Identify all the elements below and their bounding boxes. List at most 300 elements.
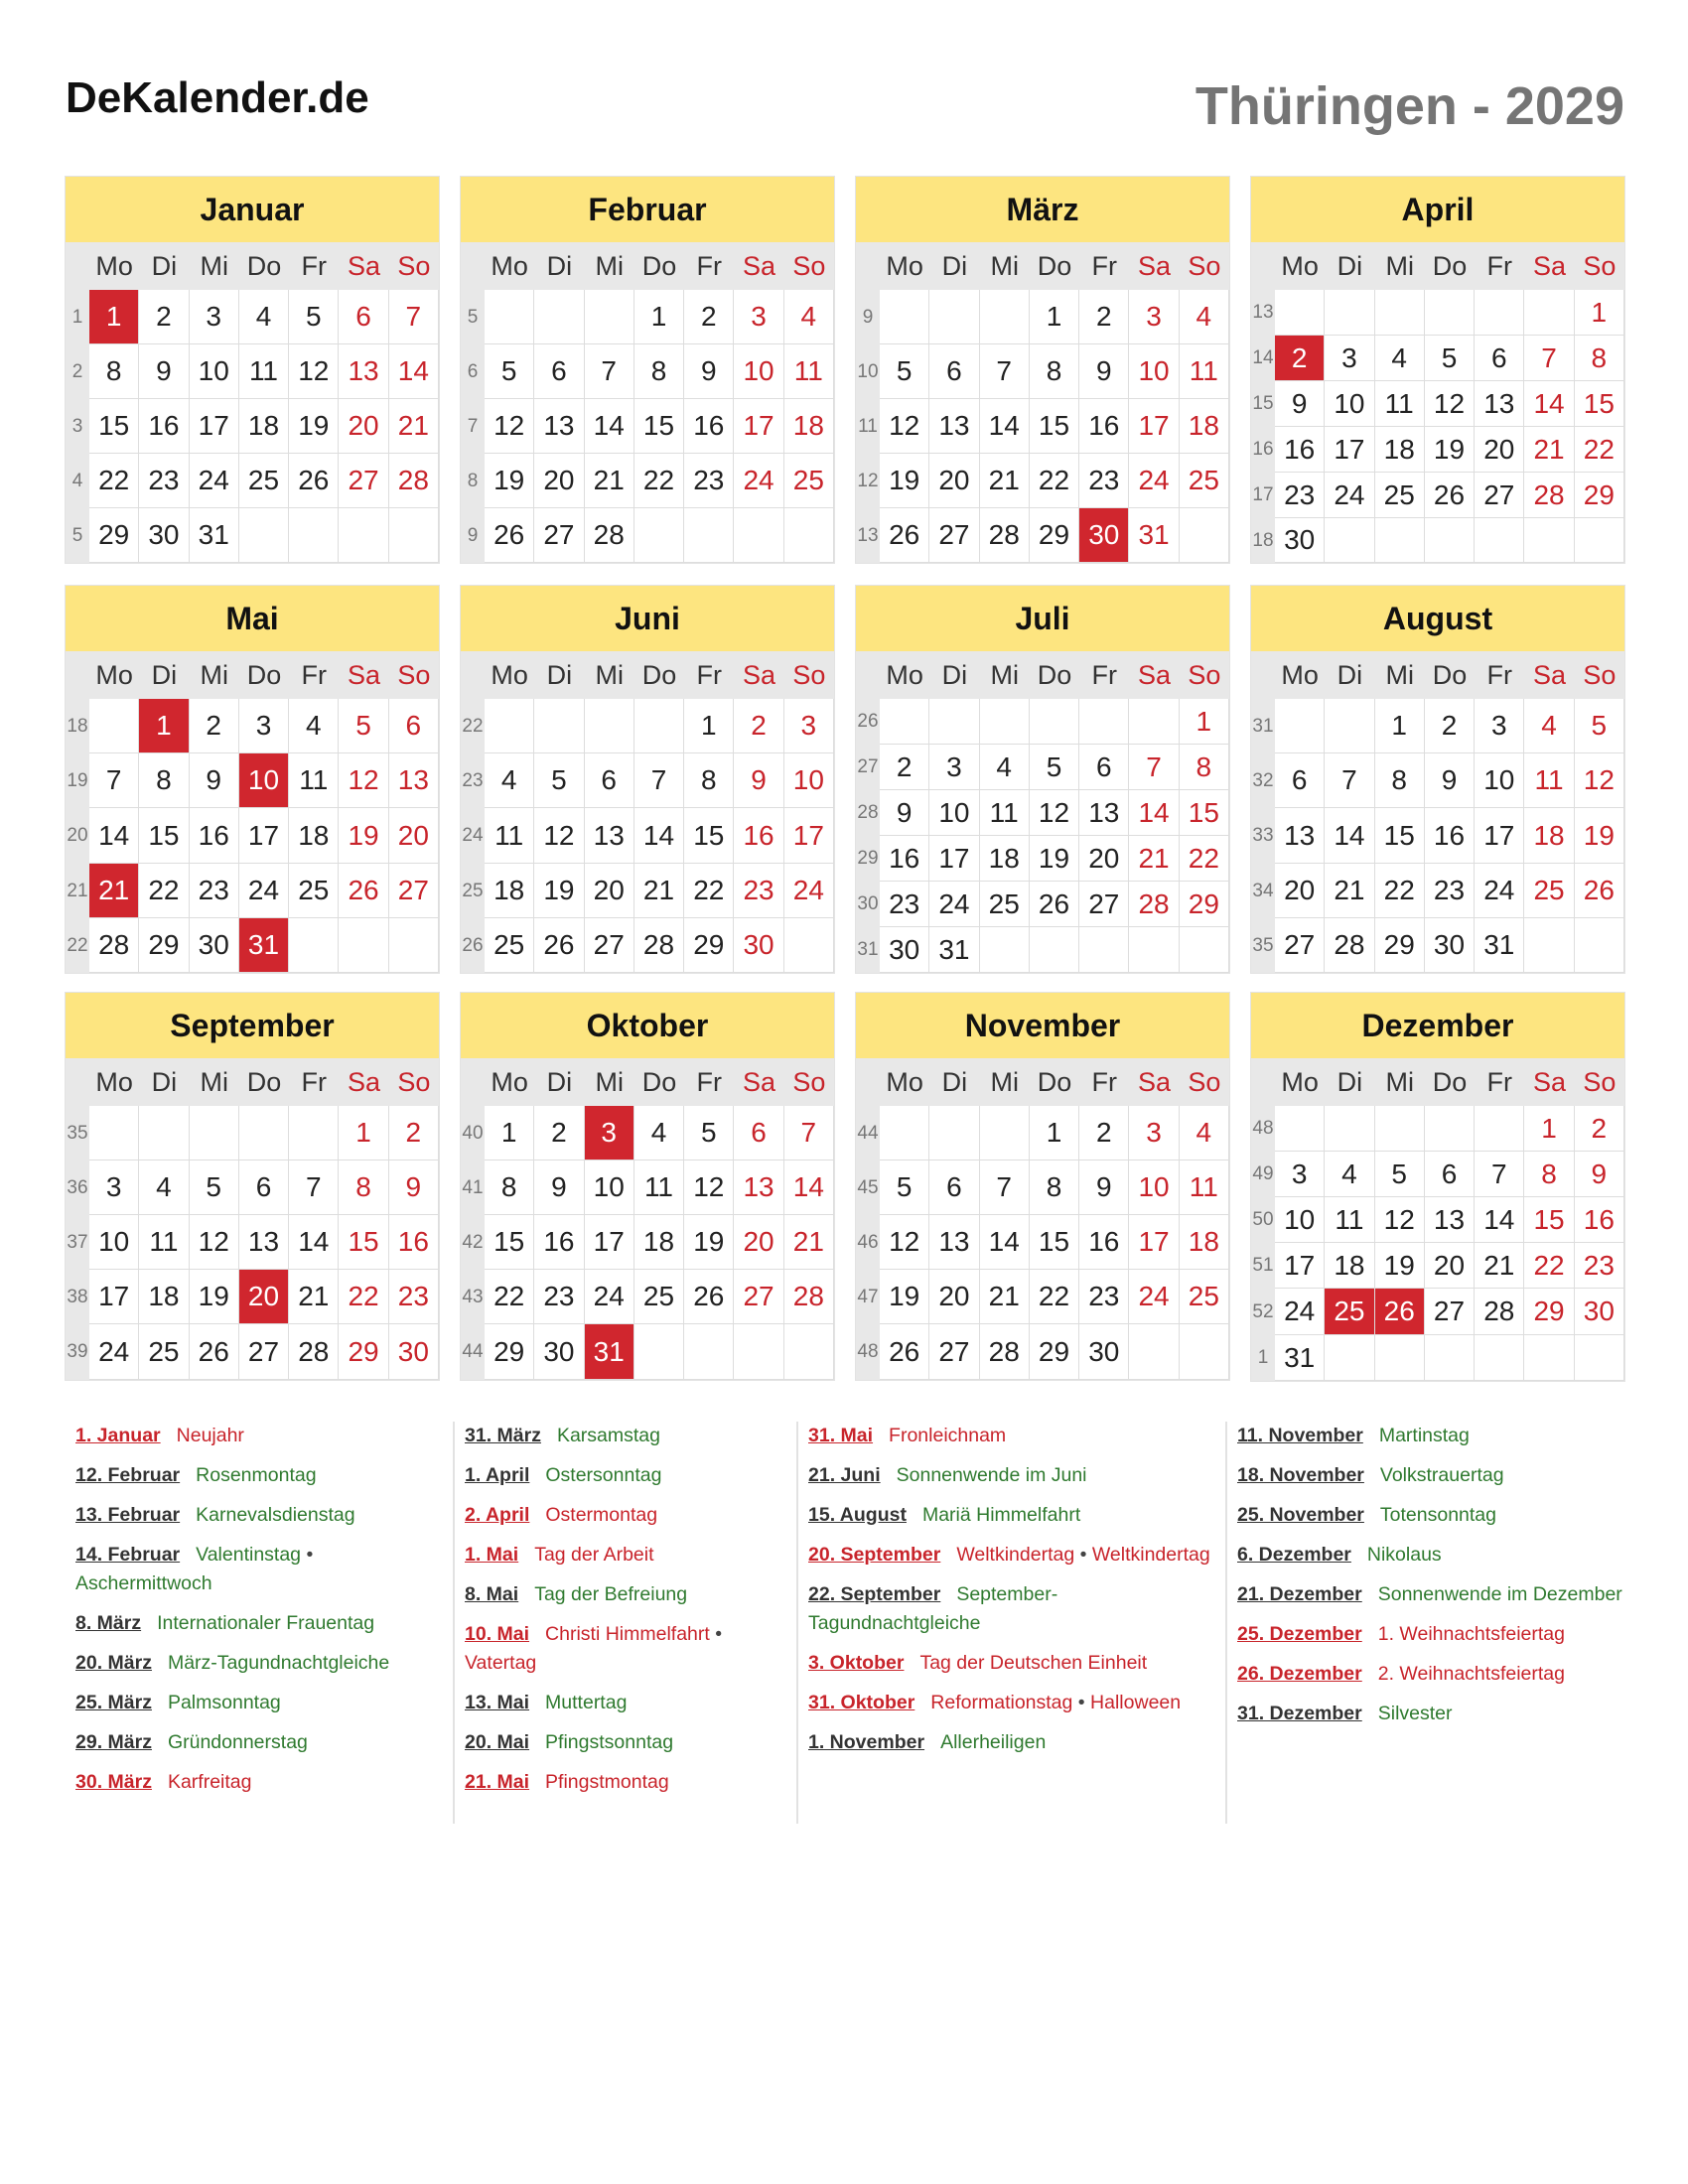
legend-item — [1237, 1461, 1624, 1490]
legend-item — [1237, 1660, 1624, 1689]
week-row — [66, 864, 439, 918]
weekday-label: Do — [1037, 660, 1072, 690]
empty-day-cell — [1375, 1335, 1425, 1381]
legend-item — [465, 1461, 786, 1490]
day-cell: 21 — [1129, 836, 1179, 882]
legend-date: 12. Februar — [75, 1464, 181, 1486]
legend-name: Rosenmontag — [196, 1464, 317, 1486]
week-row — [66, 290, 439, 344]
empty-day-cell — [684, 508, 734, 563]
week-row — [66, 918, 439, 973]
day-cell: 18 — [1180, 399, 1229, 454]
empty-day-cell — [1524, 918, 1574, 973]
day-cell: 15 — [1030, 399, 1079, 454]
week-row — [461, 344, 834, 399]
day-cell: 2 — [1425, 699, 1475, 753]
empty-day-cell — [389, 508, 439, 563]
day-cell: 27 — [339, 454, 388, 508]
legend-name: Ostermontag — [545, 1504, 658, 1526]
day-cell: 6 — [534, 344, 584, 399]
day-cell: 6 — [929, 344, 979, 399]
day-cell: 28 — [1129, 882, 1179, 927]
day-cell: 13 — [389, 753, 439, 808]
day-cell: 25 — [239, 454, 289, 508]
day-cell: 4 — [1180, 1106, 1229, 1160]
legend-date: 31. Oktober — [808, 1692, 915, 1713]
day-cell: 20 — [734, 1215, 783, 1270]
month-juli — [856, 586, 1229, 973]
weekday-label: Di — [151, 1067, 178, 1097]
day-cell: 22 — [339, 1270, 388, 1324]
day-cell: 24 — [1475, 864, 1524, 918]
legend-item — [1237, 1620, 1624, 1649]
day-cell: 1 — [634, 290, 684, 344]
day-cell: 12 — [289, 344, 339, 399]
day-cell: 11 — [1524, 753, 1574, 808]
week-number: 18 — [66, 699, 89, 753]
day-cell: 18 — [784, 399, 834, 454]
day-cell: 10 — [1129, 1160, 1179, 1215]
week-row — [66, 753, 439, 808]
day-cell: 9 — [1079, 1160, 1129, 1215]
day-cell: 20 — [1475, 427, 1524, 473]
day-cell: 28 — [784, 1270, 834, 1324]
day-cell: 29 — [1030, 508, 1079, 563]
month-name: September — [66, 993, 439, 1058]
day-cell: 21 — [585, 454, 634, 508]
day-cell: 5 — [1425, 336, 1475, 381]
week-number: 52 — [1251, 1289, 1275, 1335]
day-cell: 6 — [389, 699, 439, 753]
week-number: 1 — [66, 290, 89, 344]
day-cell: 26 — [684, 1270, 734, 1324]
week-row — [461, 808, 834, 864]
day-cell: 2 — [684, 290, 734, 344]
empty-day-cell — [389, 918, 439, 973]
week-number: 6 — [461, 344, 485, 399]
weekday-header — [856, 651, 1229, 699]
day-cell: 13 — [929, 1215, 979, 1270]
day-cell: 27 — [389, 864, 439, 918]
week-row — [66, 1160, 439, 1215]
weekday-label: Sa — [348, 660, 381, 690]
empty-day-cell — [485, 290, 534, 344]
day-cell: 30 — [389, 1324, 439, 1380]
empty-day-cell — [784, 508, 834, 563]
week-number: 47 — [856, 1270, 880, 1324]
month-name: Mai — [66, 586, 439, 651]
day-cell: 16 — [389, 1215, 439, 1270]
day-cell: 27 — [1079, 882, 1129, 927]
day-cell: 16 — [1275, 427, 1325, 473]
day-cell: 3 — [734, 290, 783, 344]
legend-item — [1237, 1580, 1624, 1609]
empty-day-cell — [1425, 290, 1475, 336]
weekday-label: So — [792, 1067, 826, 1097]
legend-item — [808, 1501, 1215, 1530]
day-cell: 22 — [1030, 1270, 1079, 1324]
legend-name: Sonnenwende im Juni — [896, 1464, 1087, 1486]
day-cell: 4 — [289, 699, 339, 753]
empty-day-cell — [1030, 699, 1079, 745]
day-cell: 4 — [634, 1106, 684, 1160]
day-cell: 1 — [1575, 290, 1624, 336]
day-cell: 2 — [139, 290, 189, 344]
day-cell: 9 — [734, 753, 783, 808]
day-cell: 12 — [684, 1160, 734, 1215]
legend-item — [75, 1768, 443, 1797]
legend-item — [465, 1501, 786, 1530]
empty-day-cell — [929, 290, 979, 344]
empty-day-cell — [784, 1324, 834, 1380]
weekday-label: Mo — [95, 1067, 133, 1097]
empty-day-cell — [1475, 1335, 1524, 1381]
day-cell: 31 — [929, 927, 979, 973]
weekday-label: Do — [1037, 1067, 1072, 1097]
day-cell: 5 — [339, 699, 388, 753]
day-cell: 18 — [1325, 1243, 1374, 1289]
month-name: Januar — [66, 177, 439, 242]
legend-date: 21. Mai — [465, 1771, 530, 1793]
weekday-label: Do — [1432, 660, 1468, 690]
legend-name: Weltkindertag — [1091, 1544, 1210, 1566]
empty-day-cell — [1425, 1106, 1475, 1152]
day-cell: 14 — [585, 399, 634, 454]
legend-name: September-Tagundnachtgleiche — [808, 1583, 1058, 1634]
day-cell: 31 — [1129, 508, 1179, 563]
empty-day-cell — [289, 508, 339, 563]
day-cell: 16 — [190, 808, 239, 864]
day-cell: 30 — [534, 1324, 584, 1380]
empty-day-cell — [1375, 1106, 1425, 1152]
week-number: 11 — [856, 399, 880, 454]
week-number: 1 — [1251, 1335, 1275, 1381]
week-number: 16 — [1251, 427, 1275, 473]
day-cell: 24 — [929, 882, 979, 927]
week-number-header — [66, 242, 89, 290]
day-cell: 7 — [289, 1160, 339, 1215]
day-cell: 14 — [89, 808, 139, 864]
day-cell: 12 — [1030, 790, 1079, 836]
day-cell: 8 — [1375, 753, 1425, 808]
week-row — [66, 808, 439, 864]
weekday-label: Do — [246, 1067, 282, 1097]
day-cell: 22 — [1375, 864, 1425, 918]
week-number: 3 — [66, 399, 89, 454]
weekday-label: Mi — [595, 660, 624, 690]
day-cell: 22 — [139, 864, 189, 918]
legend-name: Tag der Deutschen Einheit — [919, 1652, 1148, 1674]
day-cell: 29 — [684, 918, 734, 973]
month-januar — [66, 177, 439, 563]
week-number: 29 — [856, 836, 880, 882]
week-row — [1251, 1197, 1624, 1243]
week-row — [1251, 473, 1624, 518]
weekday-label: So — [1188, 660, 1221, 690]
week-row — [1251, 1106, 1624, 1152]
day-cell: 23 — [734, 864, 783, 918]
weekday-header — [1251, 242, 1624, 290]
week-number: 42 — [461, 1215, 485, 1270]
empty-day-cell — [634, 1324, 684, 1380]
day-cell: 24 — [1275, 1289, 1325, 1335]
legend-name: Gründonnerstag — [167, 1731, 308, 1753]
day-cell: 29 — [1575, 473, 1624, 518]
day-cell: 30 — [1425, 918, 1475, 973]
week-number: 40 — [461, 1106, 485, 1160]
empty-day-cell — [534, 290, 584, 344]
day-cell: 4 — [980, 745, 1030, 790]
weekday-label: Do — [1432, 1067, 1468, 1097]
day-cell: 6 — [929, 1160, 979, 1215]
day-cell: 5 — [880, 1160, 929, 1215]
week-number: 31 — [1251, 699, 1275, 753]
week-row — [856, 882, 1229, 927]
week-row — [461, 1160, 834, 1215]
legend-item — [465, 1541, 786, 1570]
week-row — [856, 927, 1229, 973]
day-cell: 14 — [289, 1215, 339, 1270]
day-cell: 19 — [289, 399, 339, 454]
day-cell: 31 — [585, 1324, 634, 1380]
empty-day-cell — [139, 1106, 189, 1160]
day-cell: 23 — [190, 864, 239, 918]
day-cell: 8 — [1524, 1152, 1574, 1197]
day-cell: 15 — [684, 808, 734, 864]
empty-day-cell — [734, 1324, 783, 1380]
day-cell: 27 — [1275, 918, 1325, 973]
day-cell: 23 — [389, 1270, 439, 1324]
weekday-label: Sa — [743, 1067, 776, 1097]
week-row — [856, 699, 1229, 745]
week-number: 13 — [856, 508, 880, 563]
day-cell: 1 — [485, 1106, 534, 1160]
empty-day-cell — [734, 508, 783, 563]
week-row — [1251, 808, 1624, 864]
day-cell: 21 — [980, 454, 1030, 508]
weekday-label: Fr — [1486, 1067, 1512, 1097]
day-cell: 17 — [1475, 808, 1524, 864]
empty-day-cell — [1524, 290, 1574, 336]
day-cell: 11 — [239, 344, 289, 399]
day-cell: 9 — [880, 790, 929, 836]
day-cell: 9 — [389, 1160, 439, 1215]
empty-day-cell — [1475, 518, 1524, 563]
day-cell: 17 — [190, 399, 239, 454]
legend-item — [808, 1461, 1215, 1490]
day-cell: 7 — [634, 753, 684, 808]
week-row — [461, 1270, 834, 1324]
day-cell: 13 — [929, 399, 979, 454]
day-cell: 18 — [485, 864, 534, 918]
week-number: 21 — [66, 864, 89, 918]
day-cell: 14 — [1524, 381, 1574, 427]
day-cell: 6 — [339, 290, 388, 344]
day-cell: 20 — [585, 864, 634, 918]
empty-day-cell — [1524, 1335, 1574, 1381]
legend-date: 14. Februar — [75, 1544, 181, 1566]
day-cell: 4 — [1325, 1152, 1374, 1197]
week-row — [856, 1215, 1229, 1270]
day-cell: 7 — [784, 1106, 834, 1160]
month-april — [1251, 177, 1624, 563]
month-name: Juli — [856, 586, 1229, 651]
week-number-header — [856, 651, 880, 699]
day-cell: 14 — [634, 808, 684, 864]
legend-name: Allerheiligen — [940, 1731, 1047, 1753]
week-row — [461, 864, 834, 918]
day-cell: 21 — [1524, 427, 1574, 473]
day-cell: 26 — [534, 918, 584, 973]
day-cell: 21 — [389, 399, 439, 454]
week-number: 2 — [66, 344, 89, 399]
day-cell: 6 — [734, 1106, 783, 1160]
week-row — [66, 508, 439, 563]
legend-date: 1. Mai — [465, 1544, 519, 1566]
legend-item — [808, 1422, 1215, 1450]
weekday-label: Di — [941, 660, 968, 690]
day-cell: 24 — [1129, 454, 1179, 508]
legend-name: Pfingstmontag — [545, 1771, 669, 1793]
day-cell: 30 — [190, 918, 239, 973]
week-row — [1251, 1243, 1624, 1289]
day-cell: 18 — [1524, 808, 1574, 864]
week-row — [461, 1106, 834, 1160]
week-number: 9 — [856, 290, 880, 344]
week-row — [66, 1324, 439, 1380]
day-cell: 26 — [1030, 882, 1079, 927]
week-row — [856, 1106, 1229, 1160]
month-august — [1251, 586, 1624, 973]
day-cell: 18 — [1180, 1215, 1229, 1270]
day-cell: 6 — [1475, 336, 1524, 381]
week-number-header — [1251, 651, 1275, 699]
day-cell: 11 — [1180, 344, 1229, 399]
day-cell: 15 — [1575, 381, 1624, 427]
day-cell: 12 — [1575, 753, 1624, 808]
day-cell: 29 — [485, 1324, 534, 1380]
week-row — [1251, 290, 1624, 336]
week-number: 25 — [461, 864, 485, 918]
day-cell: 14 — [980, 1215, 1030, 1270]
week-number-header — [461, 242, 485, 290]
week-row — [856, 790, 1229, 836]
weekday-label: Sa — [1533, 660, 1567, 690]
week-number: 28 — [856, 790, 880, 836]
day-cell: 30 — [139, 508, 189, 563]
day-cell: 17 — [239, 808, 289, 864]
day-cell: 4 — [1375, 336, 1425, 381]
week-number-header — [66, 651, 89, 699]
legend-date: 30. März — [75, 1771, 152, 1793]
day-cell: 1 — [1180, 699, 1229, 745]
week-number: 35 — [1251, 918, 1275, 973]
legend-item — [75, 1609, 443, 1638]
day-cell: 12 — [1425, 381, 1475, 427]
day-cell: 23 — [1575, 1243, 1624, 1289]
day-cell: 28 — [1524, 473, 1574, 518]
legend-item — [465, 1768, 786, 1797]
weekday-label: Di — [151, 660, 178, 690]
week-number: 30 — [856, 882, 880, 927]
day-cell: 21 — [784, 1215, 834, 1270]
weekday-header — [856, 1058, 1229, 1106]
week-row — [1251, 1335, 1624, 1381]
legend-separator: • — [1072, 1692, 1091, 1713]
empty-day-cell — [980, 290, 1030, 344]
legend-item — [75, 1728, 443, 1757]
day-cell: 5 — [1575, 699, 1624, 753]
empty-day-cell — [880, 290, 929, 344]
day-cell: 16 — [1079, 399, 1129, 454]
day-cell: 6 — [585, 753, 634, 808]
day-cell: 22 — [1030, 454, 1079, 508]
legend-name: Ostersonntag — [545, 1464, 662, 1486]
legend-date: 21. Dezember — [1237, 1583, 1362, 1605]
legend-item — [465, 1689, 786, 1717]
day-cell: 7 — [89, 753, 139, 808]
week-number: 33 — [1251, 808, 1275, 864]
week-number: 44 — [856, 1106, 880, 1160]
day-cell: 27 — [1475, 473, 1524, 518]
day-cell: 15 — [1375, 808, 1425, 864]
week-number: 15 — [1251, 381, 1275, 427]
day-cell: 6 — [1079, 745, 1129, 790]
day-cell: 20 — [339, 399, 388, 454]
weekday-label: Mo — [1281, 660, 1319, 690]
day-cell: 2 — [1275, 336, 1325, 381]
day-cell: 20 — [534, 454, 584, 508]
weekday-label: So — [1583, 251, 1617, 281]
day-cell: 11 — [289, 753, 339, 808]
day-cell: 8 — [634, 344, 684, 399]
legend-name: 1. Weihnachtsfeiertag — [1377, 1623, 1565, 1645]
day-cell: 24 — [784, 864, 834, 918]
week-row — [66, 1106, 439, 1160]
legend-item — [808, 1728, 1215, 1757]
day-cell: 4 — [485, 753, 534, 808]
month-name: April — [1251, 177, 1624, 242]
week-row — [461, 699, 834, 753]
day-cell: 16 — [139, 399, 189, 454]
legend-name: Tag der Arbeit — [534, 1544, 654, 1566]
weekday-label: Mo — [491, 1067, 528, 1097]
weekday-label: Di — [1336, 660, 1363, 690]
day-cell: 22 — [684, 864, 734, 918]
legend-date: 1. Januar — [75, 1425, 161, 1446]
legend-name: Fronleichnam — [889, 1425, 1007, 1446]
weekday-label: Sa — [348, 1067, 381, 1097]
empty-day-cell — [239, 1106, 289, 1160]
day-cell: 11 — [784, 344, 834, 399]
day-cell: 20 — [1425, 1243, 1475, 1289]
legend-item — [808, 1689, 1215, 1717]
week-row — [1251, 753, 1624, 808]
day-cell: 30 — [880, 927, 929, 973]
day-cell: 1 — [1375, 699, 1425, 753]
legend-item — [465, 1620, 786, 1678]
weekday-label: So — [397, 660, 431, 690]
week-number: 7 — [461, 399, 485, 454]
legend-date: 31. Dezember — [1237, 1703, 1362, 1724]
day-cell: 1 — [339, 1106, 388, 1160]
day-cell: 20 — [1079, 836, 1129, 882]
week-row — [1251, 699, 1624, 753]
legend-name: Vatertag — [465, 1652, 537, 1674]
day-cell: 17 — [734, 399, 783, 454]
empty-day-cell — [239, 508, 289, 563]
day-cell: 17 — [784, 808, 834, 864]
